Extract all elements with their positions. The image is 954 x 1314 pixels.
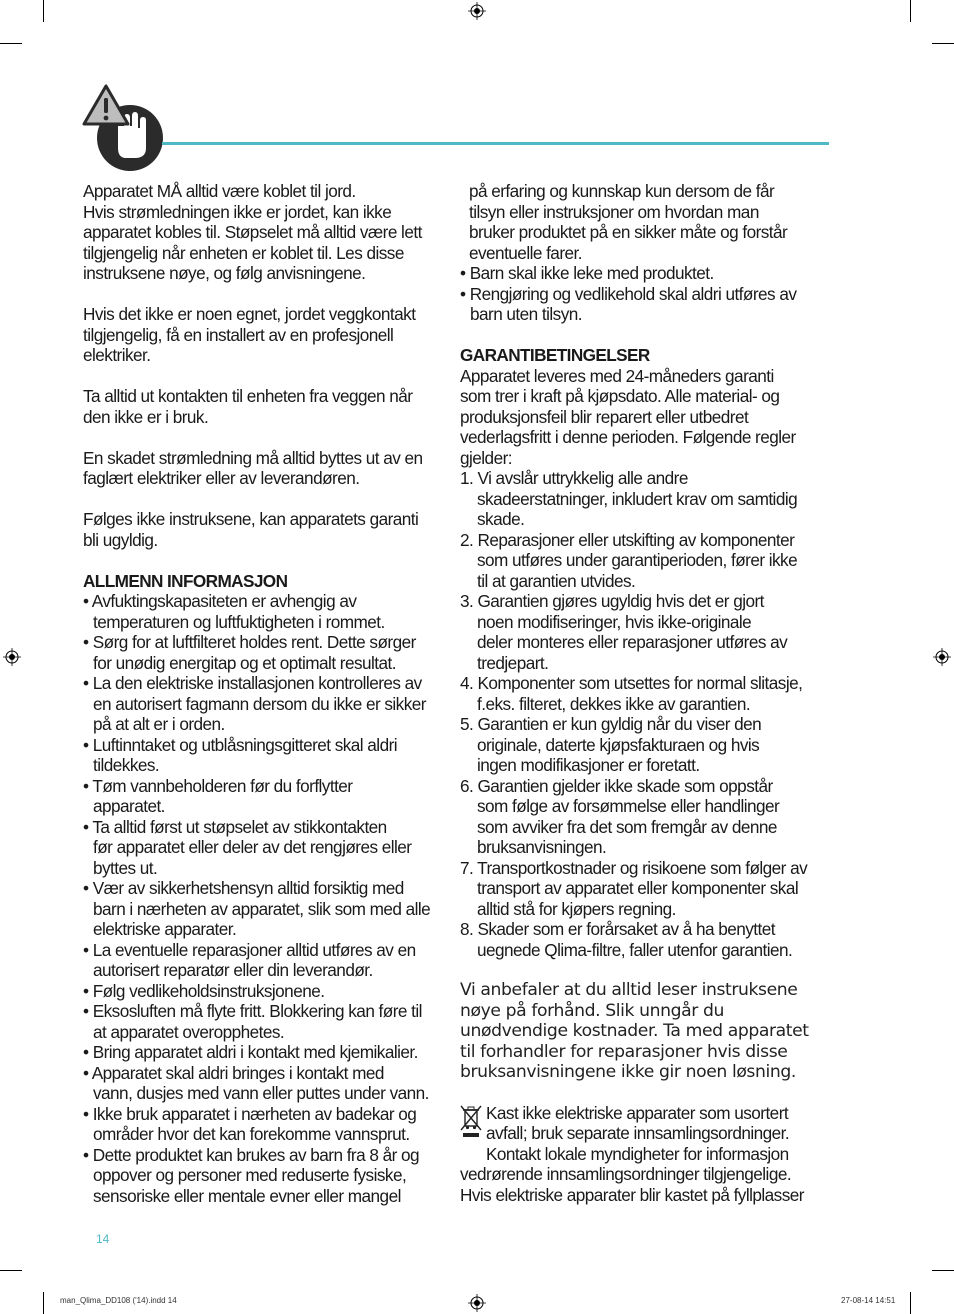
text-line: Følges ikke instruksene, kan apparatets garanti bbox=[83, 509, 419, 529]
list-item: 6. Garantien gjelder ikke skade som oppstår som følge av forsømmelse eller handlinger som avviker fra det som fremgår av denne bruksanvisningen. bbox=[460, 775, 780, 857]
crop-mark bbox=[910, 0, 911, 22]
crop-mark bbox=[910, 1292, 911, 1314]
registration-mark-icon bbox=[3, 648, 21, 666]
warranty-conditions-list bbox=[460, 468, 832, 960]
warranty-void-paragraph bbox=[83, 509, 455, 550]
crop-mark bbox=[43, 0, 44, 22]
list-item: • Bring apparatet aldri i kontakt med kjemikalier. bbox=[83, 1042, 455, 1063]
list-item: • Eksosluften må flyte fritt. Blokkering kan føre til at apparatet overopphetes. bbox=[83, 1001, 455, 1042]
disposal-text: Kast ikke elektriske apparater som usortert avfall; bruk separate innsamlingsordninger. Kontakt lokale myndigheter for informasjon vedrørende innsamlingsordninger tilgjengelige. Hvis elektriske apparater blir kastet på fyllplasser bbox=[460, 1102, 804, 1205]
text-line: En skadet strømledning må alltid byttes ut av en bbox=[83, 447, 423, 468]
text-line: Ta alltid ut kontakten til enheten fra veggen når bbox=[83, 386, 413, 406]
text-line: faglært elektriker eller av leverandøren. bbox=[83, 468, 360, 488]
right-column bbox=[460, 181, 832, 1205]
recommendation-paragraph: Vi anbefaler at du alltid leser instruksene nøye på forhånd. Slik unngår du unødvendige kostnader. Ta med apparatet til forhandler for reparasjoner hvis disse bruksanvisningene ikke gir noen løsning. bbox=[460, 980, 809, 1082]
general-info-list bbox=[83, 591, 455, 1206]
crop-mark bbox=[0, 1270, 22, 1271]
crop-mark bbox=[932, 43, 954, 44]
list-item: • Rengjøring og vedlikehold skal aldri utføres av barn uten tilsyn. bbox=[460, 284, 832, 325]
header-rule bbox=[162, 142, 829, 145]
list-item: 5. Garantien er kun gyldig når du viser den originale, daterte kjøpsfakturaen og hvis ingen modifikasjoner er foretatt. bbox=[460, 714, 762, 775]
list-item: • Barn skal ikke leke med produktet. bbox=[460, 263, 832, 284]
list-item: 7. Transportkostnader og risikoene som følger av transport av apparatet eller komponenter skal alltid stå for kjøpers regning. bbox=[460, 857, 808, 919]
text-line: Hvis det ikke er noen egnet, jordet veggkontakt bbox=[83, 304, 416, 324]
text-line: apparatet kobles til. Støpselet må alltid være lett bbox=[83, 222, 422, 242]
children-list bbox=[460, 263, 832, 325]
text-line: Hvis strømledningen ikke er jordet, kan ikke bbox=[83, 201, 392, 222]
text-line: bli ugyldig. bbox=[83, 529, 158, 550]
print-file-info: man_Qlima_DD108 ('14).indd 14 bbox=[60, 1296, 177, 1305]
left-column bbox=[83, 181, 455, 1206]
text-line: Apparatet MÅ alltid være koblet til jord. bbox=[83, 181, 356, 201]
warranty-intro: Apparatet leveres med 24-måneders garanti som trer i kraft på kjøpsdato. Alle material- og produksjonsfeil blir reparert eller utbedret vederlagsfritt i denne perioden. Følgende regler gjelder: bbox=[460, 365, 796, 468]
list-item: • Vær av sikkerhetshensyn alltid forsiktig med barn i nærheten av apparatet, slik som med alle elektriske apparater. bbox=[83, 878, 455, 940]
socket-paragraph bbox=[83, 304, 455, 366]
warranty-heading: GARANTIBETINGELSER bbox=[460, 345, 650, 365]
grounding-paragraph bbox=[83, 181, 455, 284]
crop-mark bbox=[0, 43, 22, 44]
disposal-notice bbox=[460, 1103, 832, 1206]
list-item: • Dette produktet kan brukes av barn fra 8 år og oppover og personer med reduserte fysiske, sensoriske eller mentale evner eller mangel bbox=[83, 1145, 455, 1207]
bullet-continuation: på erfaring og kunnskap kun dersom de får tilsyn eller instruksjoner om hvordan man bruker produktet på en sikker måte og forstår eventuelle farer. bbox=[469, 181, 788, 263]
registration-mark-icon bbox=[468, 1294, 486, 1312]
unplug-paragraph bbox=[83, 386, 455, 427]
text-line: den ikke er i bruk. bbox=[83, 406, 209, 427]
list-item: • Tøm vannbeholderen før du forflytter apparatet. bbox=[83, 776, 455, 817]
registration-mark-icon bbox=[468, 2, 486, 20]
list-item: • Ta alltid først ut støpselet av stikkontakten før apparatet eller deler av det rengjøres eller byttes ut. bbox=[83, 817, 455, 879]
list-item: • Følg vedlikeholdsinstruksjonene. bbox=[83, 981, 455, 1002]
list-item: • La eventuelle reparasjoner alltid utføres av en autorisert reparatør eller din leverandør. bbox=[83, 940, 455, 981]
text-line: tilgjengelig når enheten er koblet til. Les disse bbox=[83, 242, 404, 263]
list-item: 3. Garantien gjøres ugyldig hvis det er gjort noen modifiseringer, hvis ikke-originale deler monteres eller reparasjoner utføres av tredjepart. bbox=[460, 591, 788, 673]
general-info-heading: ALLMENN INFORMASJON bbox=[83, 570, 288, 591]
list-item: • Sørg for at luftfilteret holdes rent. Dette sørger for unødig energitap og et optimalt resultat. bbox=[83, 632, 455, 673]
damaged-cord-paragraph bbox=[83, 448, 455, 489]
warning-hand-icon bbox=[80, 82, 170, 174]
list-item: 1. Vi avslår uttrykkelig alle andre skadeerstatninger, inkludert krav om samtidig skade. bbox=[460, 468, 798, 529]
print-date-info: 27-08-14 14:51 bbox=[841, 1296, 896, 1305]
crossed-bin-icon bbox=[460, 1105, 482, 1139]
list-item: • Ikke bruk apparatet i nærheten av badekar og områder hvor det kan forekomme vannsprut. bbox=[83, 1104, 455, 1145]
crop-mark bbox=[932, 1270, 954, 1271]
page-number: 14 bbox=[96, 1232, 110, 1246]
list-item: • La den elektriske installasjonen kontrolleres av en autorisert fagmann dersom du ikke er sikker på at alt er i orden. bbox=[83, 673, 455, 735]
text-line: instruksene nøye, og følg anvisningene. bbox=[83, 263, 366, 283]
list-item: • Avfuktingskapasiteten er avhengig av temperaturen og luftfuktigheten i rommet. bbox=[83, 591, 455, 632]
list-item: 8. Skader som er forårsaket av å ha benyttet uegnede Qlima-filtre, faller utenfor garantien. bbox=[460, 919, 793, 960]
text-line: tilgjengelig, få en installert av en profesjonell bbox=[83, 324, 394, 345]
list-item: 4. Komponenter som utsettes for normal slitasje, f.eks. filteret, dekkes ikke av garantien. bbox=[460, 673, 803, 714]
crop-mark bbox=[43, 1292, 44, 1314]
list-item: • Luftinntaket og utblåsningsgitteret skal aldri tildekkes. bbox=[83, 735, 455, 776]
list-item: 2. Reparasjoner eller utskifting av komponenter som utføres under garantiperioden, fører ikke til at garantien utvides. bbox=[460, 529, 798, 591]
list-item: • Apparatet skal aldri bringes i kontakt med vann, dusjes med vann eller puttes under vann. bbox=[83, 1063, 455, 1104]
text-line: elektriker. bbox=[83, 345, 151, 365]
registration-mark-icon bbox=[933, 648, 951, 666]
